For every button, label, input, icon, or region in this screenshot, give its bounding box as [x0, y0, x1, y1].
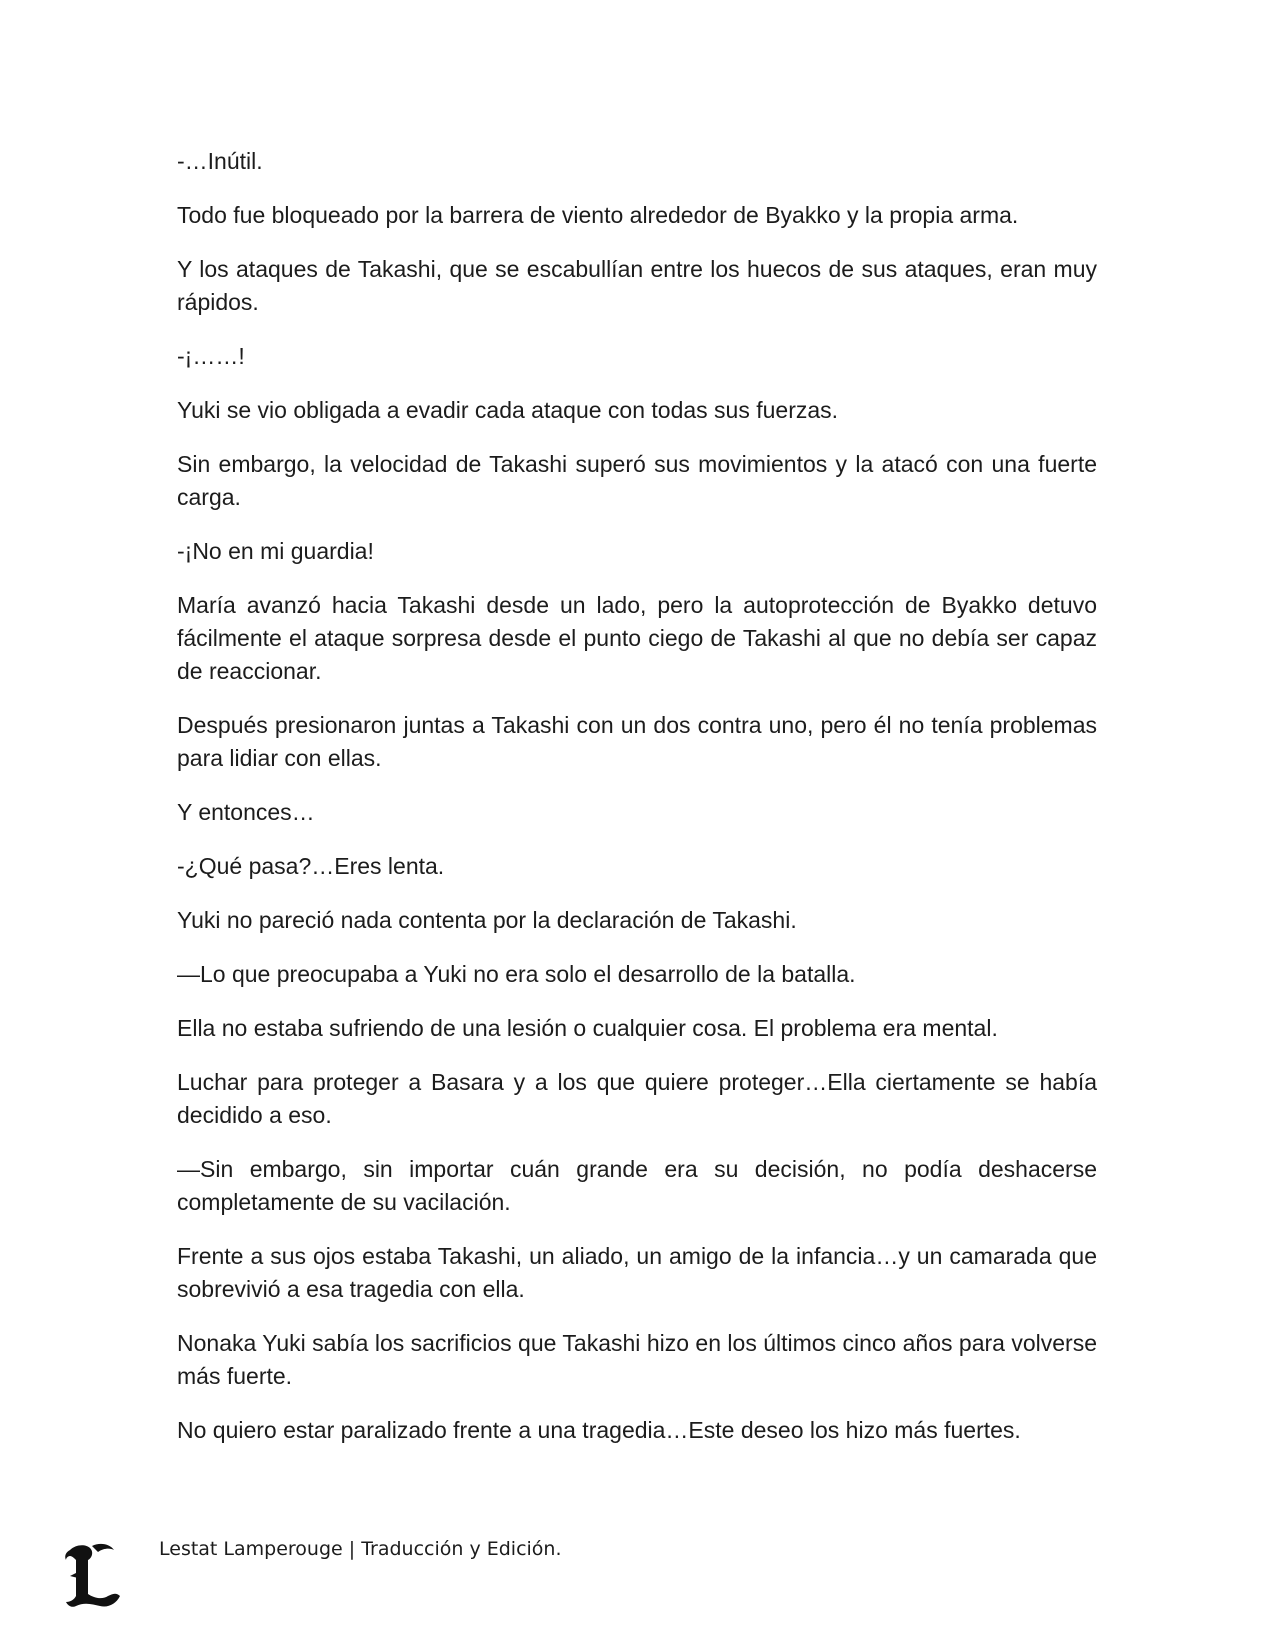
- paragraph-4: -¡……!: [177, 343, 245, 369]
- paragraph-5: Yuki se vio obligada a evadir cada ataque con todas sus fuerzas.: [177, 397, 839, 423]
- gothic-letter-l-icon: [64, 1542, 124, 1612]
- page-footer: [64, 1532, 764, 1612]
- paragraph-2: Todo fue bloqueado por la barrera de viento alrededor de Byakko y la propia arma.: [177, 202, 1019, 228]
- paragraph-10: Y entonces…: [177, 799, 315, 825]
- paragraph-12: Yuki no pareció nada contenta por la declaración de Takashi.: [177, 907, 797, 933]
- paragraph-6: Sin embargo, la velocidad de Takashi superó sus movimientos y la atacó con una fuerte carga.: [177, 451, 1097, 510]
- paragraph-17: Frente a sus ojos estaba Takashi, un aliado, un amigo de la infancia…y un camarada que sobrevivió a esa tragedia con ella.: [177, 1243, 1097, 1302]
- paragraph-3: Y los ataques de Takashi, que se escabullían entre los huecos de sus ataques, eran muy rápidos.: [177, 256, 1097, 315]
- footer-credit: Lestat Lamperouge | Traducción y Edición.: [159, 1538, 562, 1560]
- paragraph-8: María avanzó hacia Takashi desde un lado, pero la autoprotección de Byakko detuvo fácilmente el ataque sorpresa desde el punto ciego de Takashi al que no debía ser capaz de reaccionar.: [177, 592, 1097, 684]
- paragraph-11: -¿Qué pasa?…Eres lenta.: [177, 853, 445, 879]
- paragraph-9: Después presionaron juntas a Takashi con un dos contra uno, pero él no tenía problemas para lidiar con ellas.: [177, 712, 1097, 771]
- paragraph-15: Luchar para proteger a Basara y a los que quiere proteger…Ella ciertamente se había decidido a eso.: [177, 1069, 1097, 1128]
- paragraph-19: No quiero estar paralizado frente a una tragedia…Este deseo los hizo más fuertes.: [177, 1417, 1021, 1443]
- paragraph-16: —Sin embargo, sin importar cuán grande era su decisión, no podía deshacerse completamente de su vacilación.: [177, 1156, 1097, 1215]
- paragraph-7: -¡No en mi guardia!: [177, 538, 374, 564]
- document-body: [177, 145, 1097, 1468]
- paragraph-1: -…Inútil.: [177, 148, 263, 174]
- paragraph-13: —Lo que preocupaba a Yuki no era solo el desarrollo de la batalla.: [177, 961, 856, 987]
- paragraph-14: Ella no estaba sufriendo de una lesión o cualquier cosa. El problema era mental.: [177, 1015, 998, 1041]
- paragraph-18: Nonaka Yuki sabía los sacrificios que Takashi hizo en los últimos cinco años para volverse más fuerte.: [177, 1330, 1097, 1389]
